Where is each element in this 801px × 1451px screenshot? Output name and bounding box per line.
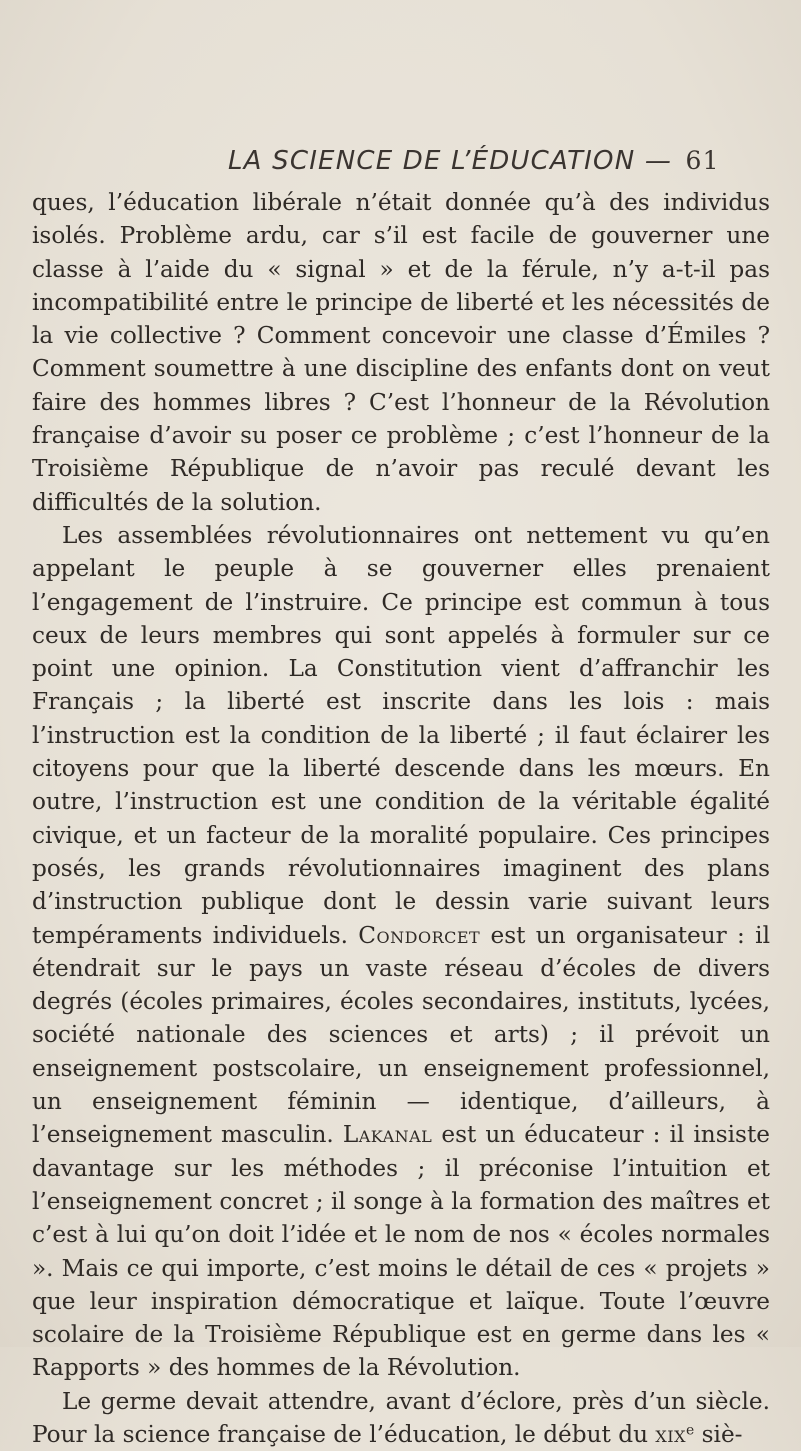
page-number: 61 bbox=[685, 146, 720, 175]
running-head bbox=[228, 146, 768, 176]
paragraph-2-part-1: Les assemblées révolutionnaires ont nettement vu qu’en appelant le peuple à se gouverner elles prenaient l’engagement de l’instruire. Ce principe est commun à tous ceux de leurs membres qui sont appelés à formuler sur ce point une opinion. La Constitution vient d’affranchir les Français ; la liberté est inscrite dans les lois : mais l’instruction est la condition de la liberté ; il faut éclairer les citoyens pour que la liberté descende dans les mœurs. En outre, l’instruction est une condition de la véritable égalité civique, et un facteur de la moralité populaire. Ces principes posés, les grands révolutionnaires imaginent des plans d’instruction publique dont le dessin varie suivant leurs tempéraments individuels. bbox=[32, 521, 770, 949]
paragraph-2-part-3: est un éducateur : il insiste davantage sur les méthodes ; il préconise l’intuition et l’enseignement concret ; il songe à la formation des maîtres et c’est à lui qu’on doit l’idée et le nom de nos « écoles normales ». Mais ce qui importe, c’est moins le détail de ces « projets » que leur inspiration démocratique et laïque. Toute l’œuvre scolaire de la Troisième République est en germe dans les « Rapports » des hommes de la Révolution. bbox=[32, 1121, 770, 1382]
author-name-lakanal: Lakanal bbox=[342, 1121, 433, 1149]
running-head-title: LA SCIENCE DE L’ÉDUCATION — bbox=[228, 146, 673, 176]
paragraph-3-part-2: siè- bbox=[701, 1420, 743, 1448]
paragraph-3-part-1: Le germe devait attendre, avant d’éclore, près d’un siècle. Pour la science française de l’éducation, le début du bbox=[32, 1387, 770, 1448]
century-superscript: e bbox=[686, 1422, 695, 1439]
paragraph-1: ques, l’éducation libérale n’était donnée qu’à des individus isolés. Problème ardu, car s’il est facile de gouverner une classe à l’aide du « signal » et de la férule, n’y a-t-il pas incompatibilité entre le principe de liberté et les nécessités de la vie collective ? Comment concevoir une classe d’Émiles ? Comment soumettre à une discipline des enfants dont on veut faire des hommes libres ? C’est l’honneur de la Révolution française d’avoir su poser ce problème ; c’est l’honneur de la Troisième République de n’avoir pas reculé devant les difficultés de la solution. bbox=[32, 189, 770, 516]
paragraph-2-part-2: est un organisateur : il étendrait sur le pays un vaste réseau d’écoles de divers degrés (écoles primaires, écoles secondaires, instituts, lycées, société nationale des sciences et arts) ; il prévoit un enseignement postscolaire, un enseignement professionnel, un enseignement féminin — identique, d’ailleurs, à l’enseignement masculin. bbox=[32, 921, 770, 1149]
paragraph-3 bbox=[32, 1385, 770, 1451]
paragraph-2 bbox=[32, 519, 770, 1385]
body-text bbox=[32, 186, 770, 1451]
author-name-condorcet: Condorcet bbox=[358, 921, 481, 949]
century-numeral: xix bbox=[655, 1420, 687, 1448]
